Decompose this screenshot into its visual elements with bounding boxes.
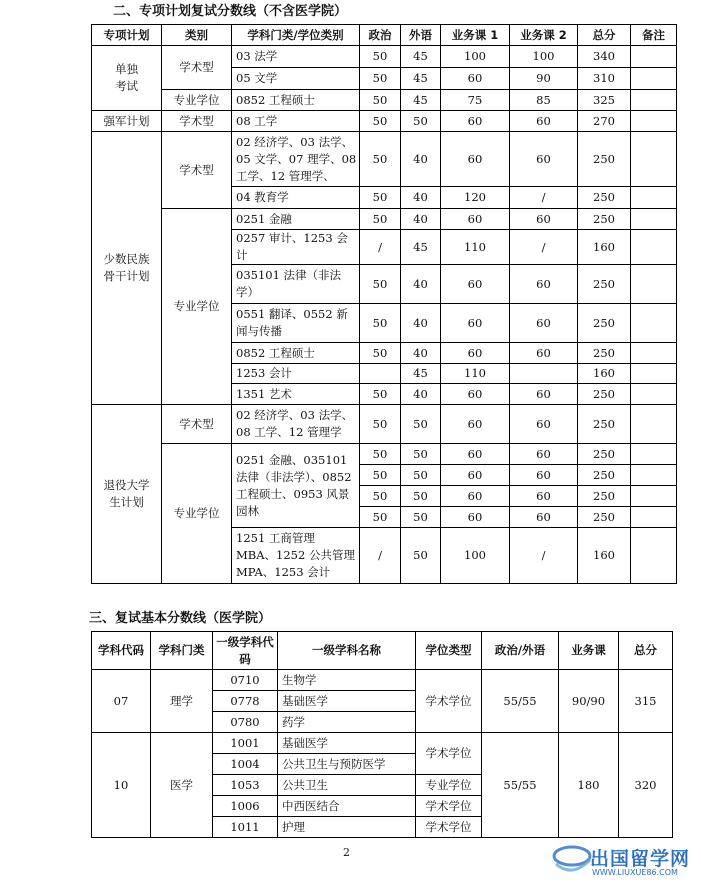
politics-cell: 50 [360,46,401,68]
header-cell: 业务课 1 [441,25,510,46]
table-header-row [92,632,673,670]
first-level-code-cell: 0778 [213,691,278,712]
course1-cell: 60 [441,304,510,343]
first-level-name-cell: 药学 [278,712,416,733]
language-cell: 45 [401,230,441,265]
table-row [92,132,677,187]
note-cell [631,343,677,364]
course1-cell: 110 [441,364,510,384]
course2-cell: 60 [510,405,578,444]
table-row [92,405,677,444]
language-cell: 40 [401,343,441,364]
politics-cell: 50 [360,132,401,187]
subject-cell: 0852 工程硕士 [232,90,360,111]
course-cell: 180 [559,733,619,838]
plan-group-cell: 单独 考试 [92,46,162,111]
first-level-code-cell: 0780 [213,712,278,733]
degree-type-cell: 学术学位 [416,796,482,817]
language-cell: 45 [401,90,441,111]
first-level-name-cell: 基础医学 [278,733,416,754]
politics-cell: 50 [360,444,401,465]
category-cell: 专业学位 [162,90,232,111]
course2-cell: 85 [510,90,578,111]
note-cell [631,111,677,132]
special-plan-score-table [91,24,677,584]
header-cell: 一级学科代码 [213,632,278,670]
total-cell: 160 [578,364,631,384]
header-cell: 业务课 [559,632,619,670]
total-cell: 250 [578,209,631,230]
course2-cell: 60 [510,265,578,304]
plan-group-cell: 强军计划 [92,111,162,132]
course2-cell: / [510,230,578,265]
course2-cell: 60 [510,343,578,364]
course1-cell: 60 [441,209,510,230]
course1-cell: 60 [441,444,510,465]
subject-cell: 1253 会计 [232,364,360,384]
category-cell: 学术型 [162,46,232,90]
note-cell [631,132,677,187]
politics-cell: 50 [360,405,401,444]
subject-cell: 0251 金融、035101 法律（非法学）、0852 工程硕士、0953 风景园林 [232,444,360,528]
category-cell: 专业学位 [162,444,232,584]
plan-group-cell: 退役大学 生计划 [92,405,162,584]
politics-cell: 50 [360,486,401,507]
politics-cell: 50 [360,90,401,111]
header-cell: 总分 [578,25,631,46]
politics-cell: 50 [360,68,401,90]
category-cell: 学术型 [162,111,232,132]
degree-type-cell: 学术学位 [416,670,482,733]
politics-cell: 50 [360,343,401,364]
first-level-name-cell: 护理 [278,817,416,838]
total-cell: 325 [578,90,631,111]
course2-cell: 60 [510,444,578,465]
course1-cell: 60 [441,68,510,90]
degree-type-cell: 学术学位 [416,817,482,838]
header-cell: 一级学科名称 [278,632,416,670]
total-cell: 250 [578,343,631,364]
header-cell: 政治 [360,25,401,46]
course1-cell: 110 [441,230,510,265]
first-level-name-cell: 生物学 [278,670,416,691]
discipline-category-cell: 医学 [151,733,213,838]
note-cell [631,46,677,68]
language-cell: 50 [401,507,441,528]
course1-cell: 120 [441,187,510,209]
language-cell: 40 [401,132,441,187]
degree-type-cell: 学术学位 [416,733,482,775]
language-cell: 40 [401,187,441,209]
course2-cell: 60 [510,304,578,343]
politics-cell: 50 [360,384,401,405]
table-row [92,111,677,132]
note-cell [631,486,677,507]
subject-cell: 08 工学 [232,111,360,132]
total-cell: 250 [578,486,631,507]
first-level-name-cell: 基础医学 [278,691,416,712]
table-row [92,670,673,691]
total-cell: 340 [578,46,631,68]
course2-cell: 60 [510,209,578,230]
subject-cell: 0551 翻译、0552 新闻与传播 [232,304,360,343]
language-cell: 40 [401,265,441,304]
note-cell [631,265,677,304]
course2-cell: 60 [510,486,578,507]
course2-cell [510,364,578,384]
category-cell: 学术型 [162,132,232,209]
subject-cell: 0251 金融 [232,209,360,230]
language-cell: 45 [401,364,441,384]
course1-cell: 60 [441,265,510,304]
politics-cell: 50 [360,209,401,230]
language-cell: 40 [401,384,441,405]
note-cell [631,304,677,343]
subject-cell: 04 教育学 [232,187,360,209]
medical-school-score-table [91,631,673,838]
language-cell: 45 [401,46,441,68]
table-row [92,46,677,68]
subject-cell: 1351 艺术 [232,384,360,405]
subject-cell: 05 文学 [232,68,360,90]
total-cell: 250 [578,132,631,187]
note-cell [631,384,677,405]
course2-cell: 90 [510,68,578,90]
note-cell [631,405,677,444]
page-number: 2 [343,846,350,859]
total-cell: 160 [578,230,631,265]
language-cell: 40 [401,209,441,230]
total-cell: 250 [578,507,631,528]
first-level-code-cell: 0710 [213,670,278,691]
course1-cell: 60 [441,384,510,405]
note-cell [631,90,677,111]
course2-cell: 60 [510,132,578,187]
politics-cell: / [360,230,401,265]
course1-cell: 100 [441,528,510,584]
note-cell [631,230,677,265]
total-cell: 310 [578,68,631,90]
note-cell [631,507,677,528]
course1-cell: 60 [441,343,510,364]
first-level-code-cell: 1053 [213,775,278,796]
politics-cell: 50 [360,304,401,343]
course1-cell: 75 [441,90,510,111]
course-cell: 90/90 [559,670,619,733]
header-cell: 业务课 2 [510,25,578,46]
table-row [92,733,673,754]
politics-cell: 50 [360,111,401,132]
subject-cell: 0852 工程硕士 [232,343,360,364]
subject-cell: 0257 审计、1253 会计 [232,230,360,265]
subject-cell: 02 经济学、03 法学、08 工学、12 管理学 [232,405,360,444]
subject-cell: 035101 法律（非法学） [232,265,360,304]
politics-cell: 50 [360,507,401,528]
table-row [92,90,677,111]
table-row [92,209,677,230]
course1-cell: 60 [441,111,510,132]
first-level-name-cell: 公共卫生 [278,775,416,796]
table-row [92,444,677,465]
total-cell: 250 [578,444,631,465]
first-level-name-cell: 中西医结合 [278,796,416,817]
language-cell: 50 [401,465,441,486]
total-cell: 320 [619,733,673,838]
total-cell: 160 [578,528,631,584]
subject-cell: 03 法学 [232,46,360,68]
first-level-code-cell: 1004 [213,754,278,775]
watermark-text: 出国留学网 [590,848,691,870]
total-cell: 250 [578,265,631,304]
note-cell [631,364,677,384]
politics-cell: 50 [360,187,401,209]
first-level-code-cell: 1006 [213,796,278,817]
total-cell: 315 [619,670,673,733]
first-level-code-cell: 1001 [213,733,278,754]
course1-cell: 60 [441,486,510,507]
language-cell: 50 [401,111,441,132]
header-cell: 学位类型 [416,632,482,670]
politics-language-cell: 55/55 [482,670,559,733]
first-level-code-cell: 1011 [213,817,278,838]
note-cell [631,528,677,584]
politics-language-cell: 55/55 [482,733,559,838]
course2-cell: / [510,528,578,584]
header-cell: 学科门类 [151,632,213,670]
course1-cell: 60 [441,465,510,486]
header-cell: 备注 [631,25,677,46]
course1-cell: 60 [441,132,510,187]
course1-cell: 100 [441,46,510,68]
category-cell: 学术型 [162,405,232,444]
discipline-code-cell: 07 [92,670,151,733]
note-cell [631,465,677,486]
language-cell: 50 [401,486,441,507]
course2-cell: 60 [510,465,578,486]
note-cell [631,68,677,90]
table-header-row [92,25,677,46]
header-cell: 总分 [619,632,673,670]
politics-cell: 50 [360,265,401,304]
total-cell: 250 [578,465,631,486]
language-cell: 50 [401,405,441,444]
note-cell [631,209,677,230]
subject-cell: 1251 工商管理 MBA、1252 公共管理 MPA、1253 会计 [232,528,360,584]
note-cell [631,187,677,209]
category-cell: 专业学位 [162,209,232,405]
language-cell: 45 [401,68,441,90]
course2-cell: 60 [510,507,578,528]
course1-cell: 60 [441,507,510,528]
first-level-name-cell: 公共卫生与预防医学 [278,754,416,775]
plan-group-cell: 少数民族 骨干计划 [92,132,162,405]
header-cell: 类别 [162,25,232,46]
degree-type-cell: 专业学位 [416,775,482,796]
section2-heading: 二、专项计划复试分数线（不含医学院） [113,4,348,19]
course2-cell: 100 [510,46,578,68]
header-cell: 政治/外语 [482,632,559,670]
discipline-code-cell: 10 [92,733,151,838]
header-cell: 学科门类/学位类别 [232,25,360,46]
subject-cell: 02 经济学、03 法学、05 文学、07 理学、08 工学、12 管理学、 [232,132,360,187]
politics-cell [360,364,401,384]
note-cell [631,444,677,465]
language-cell: 50 [401,528,441,584]
language-cell: 40 [401,304,441,343]
course2-cell: 60 [510,111,578,132]
course1-cell: 60 [441,405,510,444]
course2-cell: 60 [510,384,578,405]
language-cell: 50 [401,444,441,465]
header-cell: 学科代码 [92,632,151,670]
total-cell: 250 [578,304,631,343]
header-cell: 专项计划 [92,25,162,46]
total-cell: 250 [578,187,631,209]
watermark-url: WWW.LIUXUE86.COM [592,868,678,877]
course2-cell: / [510,187,578,209]
total-cell: 250 [578,384,631,405]
politics-cell: / [360,528,401,584]
total-cell: 250 [578,405,631,444]
total-cell: 270 [578,111,631,132]
discipline-category-cell: 理学 [151,670,213,733]
header-cell: 外语 [401,25,441,46]
section3-heading: 三、复试基本分数线（医学院） [89,611,272,626]
politics-cell: 50 [360,465,401,486]
